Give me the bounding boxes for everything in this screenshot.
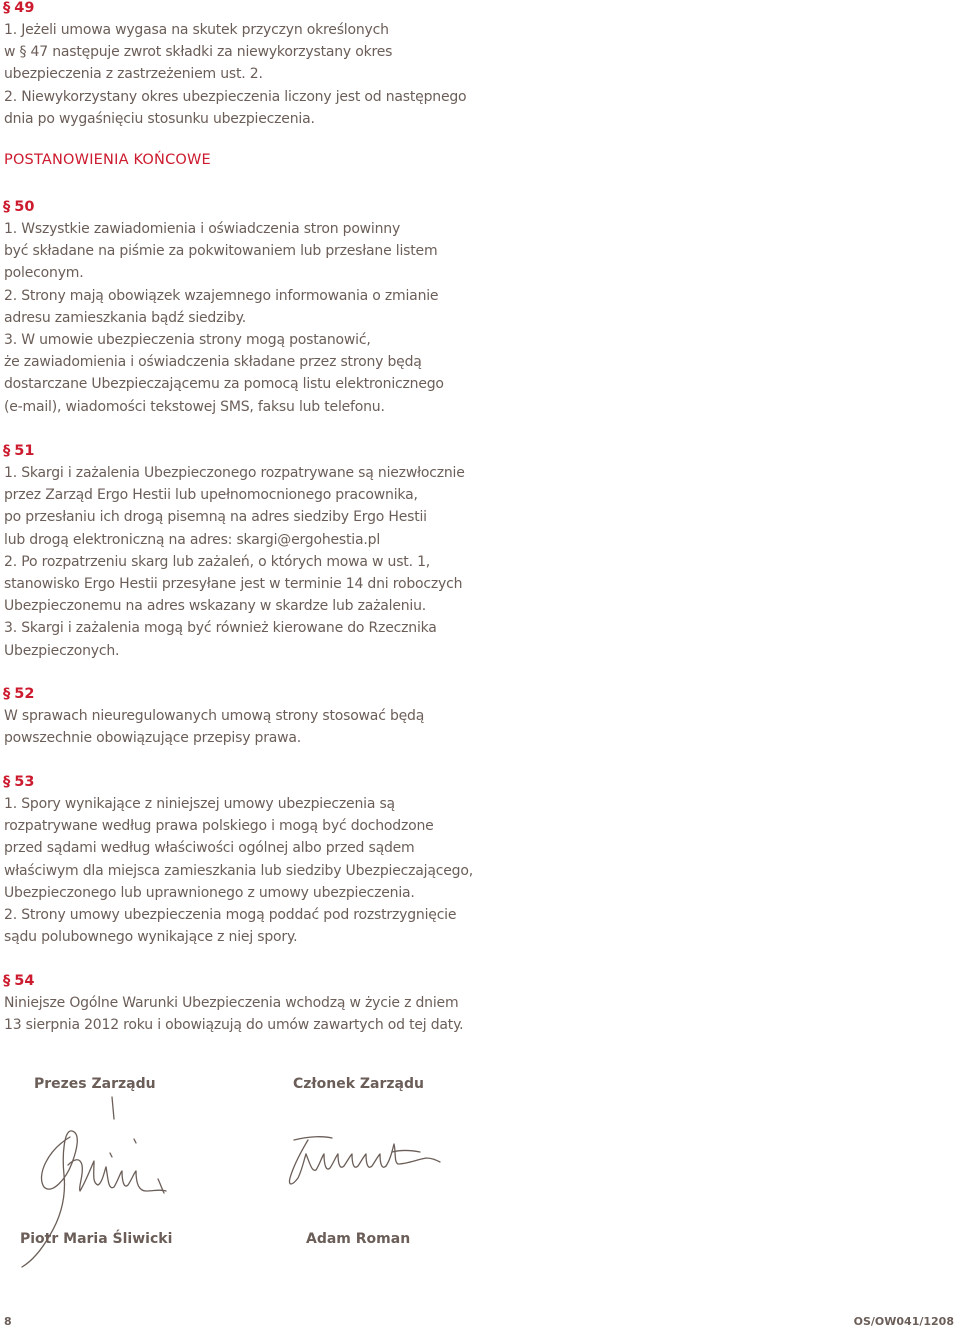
text-line: 2. Niewykorzystany okres ubezpieczenia liczony jest od następnego <box>4 88 467 105</box>
section-50-heading <box>3 197 34 217</box>
signature-right <box>280 1130 445 1195</box>
section-51-text <box>4 462 465 662</box>
section-54-heading <box>3 971 34 991</box>
text-line: Ubezpieczonych. <box>4 642 120 659</box>
text-line: 1. Spory wynikające z niniejszej umowy ubezpieczenia są <box>4 796 395 812</box>
text-line: dnia po wygaśnięciu stosunku ubezpieczenia. <box>4 110 315 127</box>
text-line: Niniejsze Ogólne Warunki Ubezpieczenia wchodzą w życie z dniem <box>4 995 459 1011</box>
section-symbol: § <box>3 443 11 459</box>
text-line: 3. W umowie ubezpieczenia strony mogą postanowić, <box>4 332 371 349</box>
text-line: właściwym dla miejsca zamieszkania lub siedziby Ubezpieczającego, <box>4 862 473 879</box>
text-line: 2. Po rozpatrzeniu skarg lub zażaleń, o których mowa w ust. 1, <box>4 553 431 570</box>
section-number: 49 <box>14 0 35 16</box>
text-line: poleconym. <box>4 265 84 282</box>
section-number: 54 <box>14 973 35 989</box>
section-53-heading <box>3 772 34 792</box>
text-line: w § 47 następuje zwrot składki za niewykorzystany okres <box>4 44 393 61</box>
signatory-left-title: Prezes Zarządu <box>34 1076 156 1092</box>
text-line: rozpatrywane według prawa polskiego i mogą być dochodzone <box>4 818 434 835</box>
text-line: 1. Wszystkie zawiadomienia i oświadczenia stron powinny <box>4 221 401 237</box>
section-number: 50 <box>14 199 35 215</box>
text-line: po przesłaniu ich drogą pisemną na adres siedziby Ergo Hestii <box>4 509 427 526</box>
signatory-right-title: Członek Zarządu <box>293 1076 424 1092</box>
section-symbol: § <box>3 686 11 702</box>
signatory-left-name: Piotr Maria Śliwicki <box>20 1231 173 1247</box>
section-52-text <box>4 705 424 749</box>
page-number: 8 <box>4 1315 12 1328</box>
section-52-heading <box>3 684 34 704</box>
section-symbol: § <box>3 774 11 790</box>
text-line: Ubezpieczonemu na adres wskazany w skardze lub zażaleniu. <box>4 598 427 615</box>
section-49-text <box>4 19 466 130</box>
text-line: 13 sierpnia 2012 roku i obowiązują do umów zawartych od tej daty. <box>4 1017 464 1034</box>
section-number: 53 <box>14 774 35 790</box>
section-symbol: § <box>3 0 11 16</box>
document-code: OS/OW041/1208 <box>853 1315 954 1328</box>
text-line: stanowisko Ergo Hestii przesyłane jest w terminie 14 dni roboczych <box>4 576 463 593</box>
section-number: 51 <box>14 443 35 459</box>
section-symbol: § <box>3 973 11 989</box>
text-line: przed sądami według właściwości ogólnej albo przed sądem <box>4 840 415 857</box>
text-line: przez Zarząd Ergo Hestii lub upełnomocnionego pracownika, <box>4 487 418 504</box>
text-line: sądu polubownego wynikające z niej spory. <box>4 929 298 946</box>
section-53-text <box>4 793 473 948</box>
text-line: adresu zamieszkania bądź siedziby. <box>4 309 246 326</box>
text-line: dostarczane Ubezpieczającemu za pomocą listu elektronicznego <box>4 376 444 393</box>
text-line: W sprawach nieuregulowanych umową strony stosować będą <box>4 708 425 724</box>
text-line: (e-mail), wiadomości tekstowej SMS, faksu lub telefonu. <box>4 398 385 415</box>
section-51-heading <box>3 441 34 461</box>
text-line: 1. Jeżeli umowa wygasa na skutek przyczyn określonych <box>4 22 389 38</box>
text-line: być składane na piśmie za pokwitowaniem lub przesłane listem <box>4 243 438 260</box>
text-line: Ubezpieczonego lub uprawnionego z umowy ubezpieczenia. <box>4 884 415 901</box>
signatory-right-name: Adam Roman <box>306 1231 411 1247</box>
chapter-heading: POSTANOWIENIA KOŃCOWE <box>4 152 211 168</box>
section-49-heading <box>3 0 34 18</box>
text-line: ubezpieczenia z zastrzeżeniem ust. 2. <box>4 66 263 83</box>
text-line: 2. Strony umowy ubezpieczenia mogą poddać pod rozstrzygnięcie <box>4 907 457 924</box>
text-line: 3. Skargi i zażalenia mogą być również kierowane do Rzecznika <box>4 620 437 637</box>
section-50-text <box>4 218 444 418</box>
text-line: 2. Strony mają obowiązek wzajemnego informowania o zmianie <box>4 287 439 304</box>
text-line: lub drogą elektroniczną na adres: skargi@ergohestia.pl <box>4 531 381 548</box>
text-line: powszechnie obowiązujące przepisy prawa. <box>4 730 302 747</box>
section-number: 52 <box>14 686 35 702</box>
text-line: że zawiadomienia i oświadczenia składane przez strony będą <box>4 354 422 371</box>
text-line: 1. Skargi i zażalenia Ubezpieczonego rozpatrywane są niezwłocznie <box>4 465 465 481</box>
section-symbol: § <box>3 199 11 215</box>
section-54-text <box>4 992 463 1036</box>
